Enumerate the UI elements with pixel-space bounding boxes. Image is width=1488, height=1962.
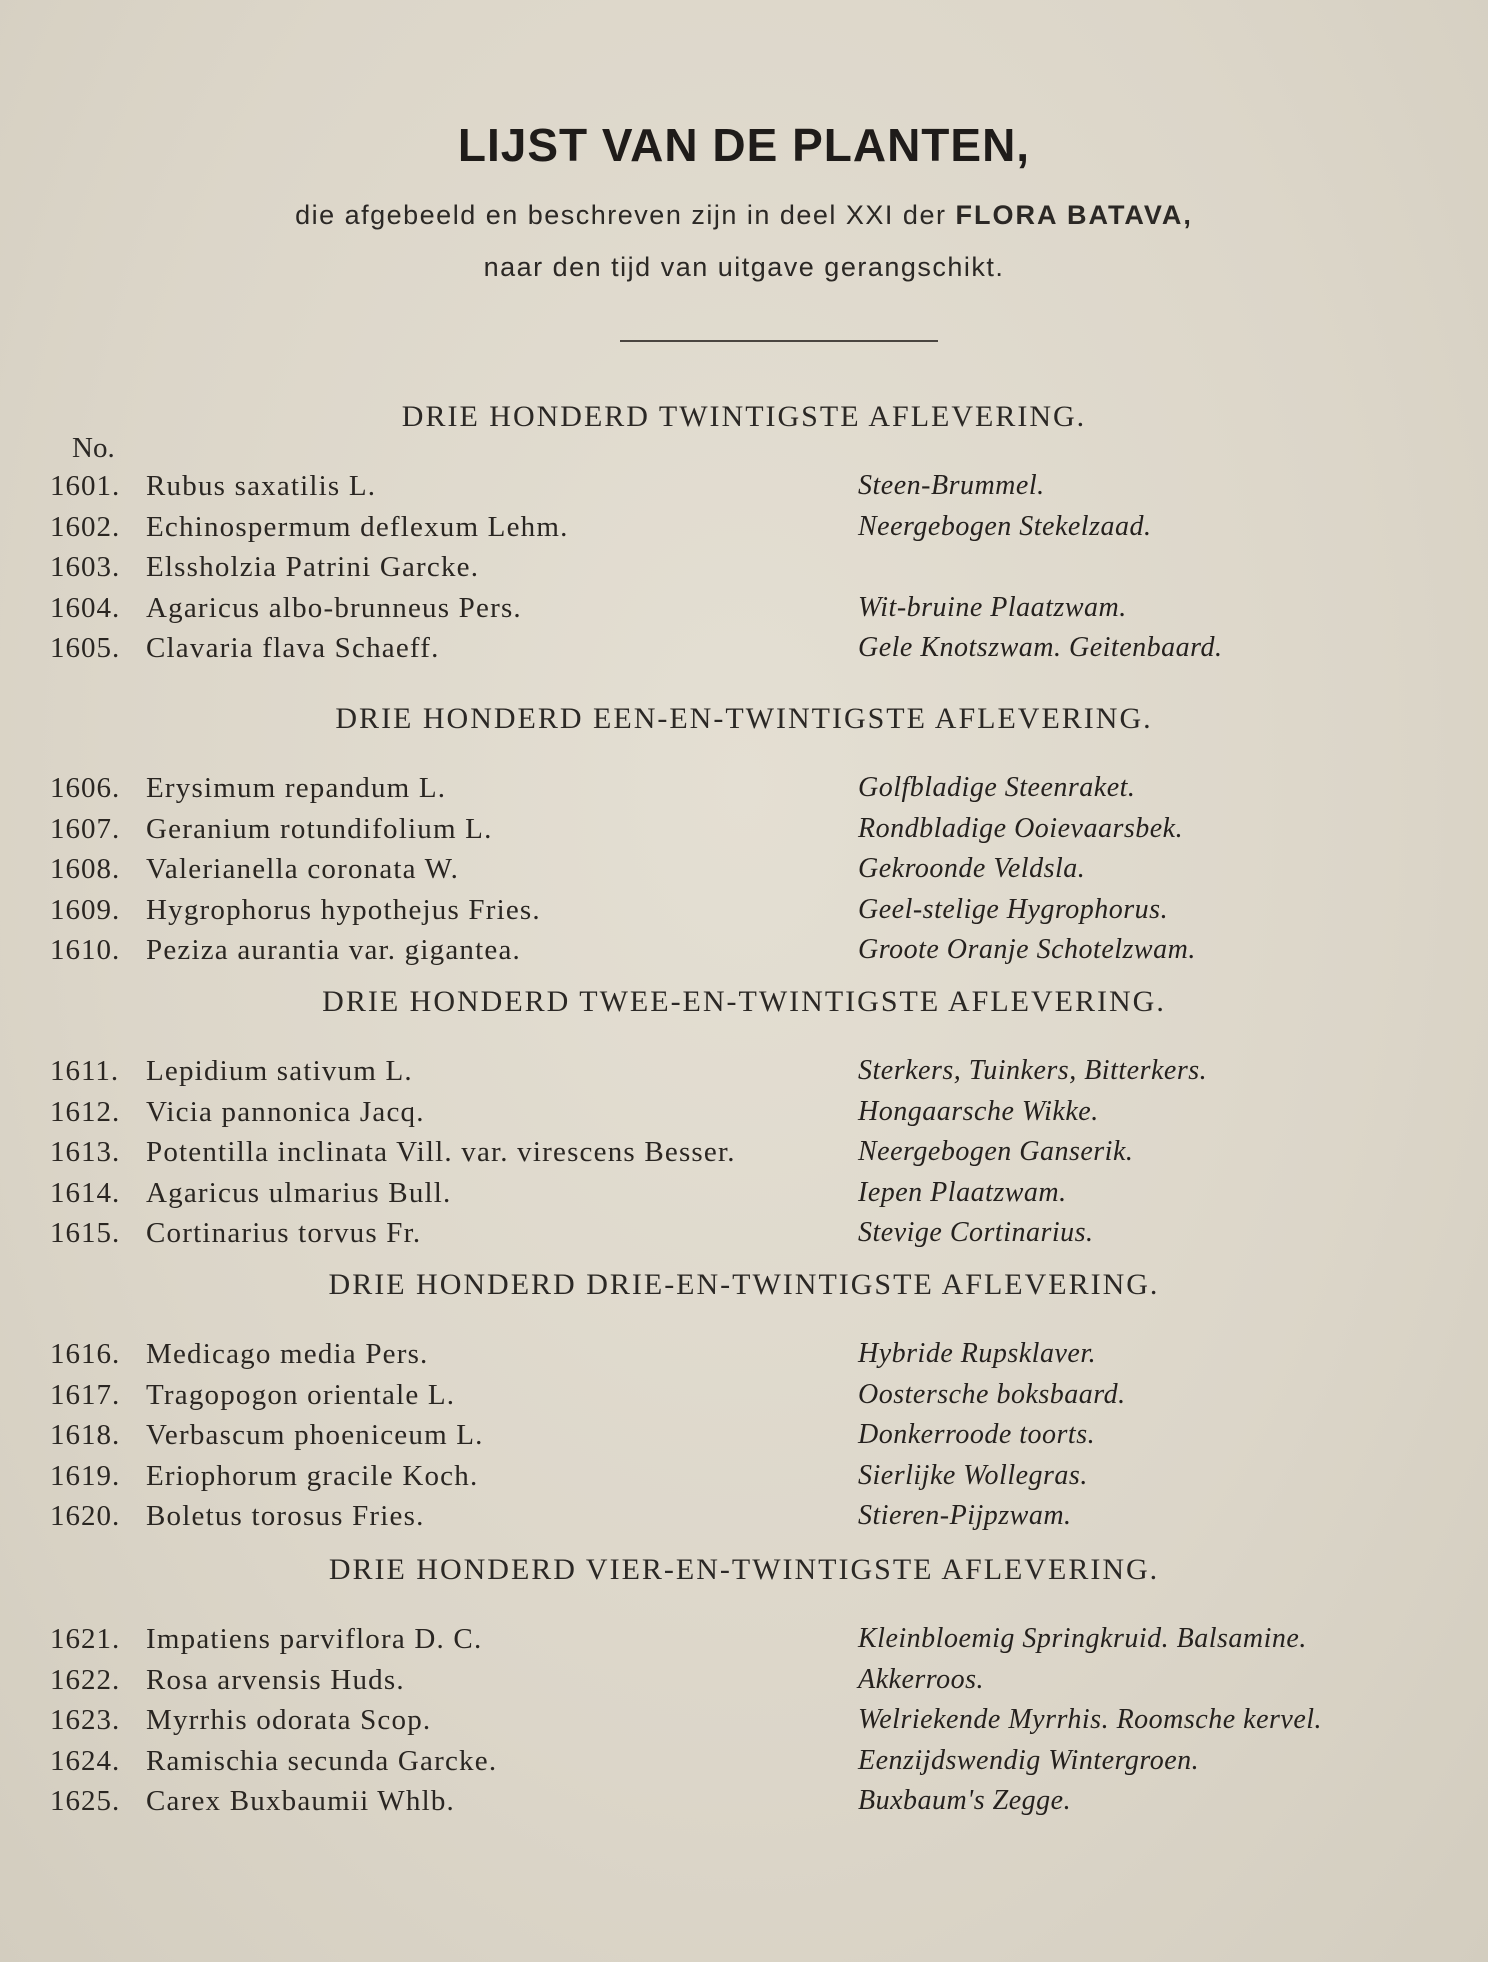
latin-name: Carex Buxbaumii Whlb. xyxy=(146,1785,455,1817)
list-item xyxy=(0,1379,1488,1419)
dutch-name: Golfbladige Steenraket. xyxy=(858,772,1136,803)
list-item xyxy=(0,772,1488,812)
dutch-name: Rondbladige Ooievaarsbek. xyxy=(858,812,1184,844)
list-item xyxy=(0,1338,1488,1378)
list-item xyxy=(0,1500,1488,1540)
dutch-name: Buxbaum's Zegge. xyxy=(858,1785,1072,1816)
latin-name: Verbascum phoeniceum L. xyxy=(146,1419,484,1451)
entry-number: 1604. xyxy=(50,591,121,624)
latin-name: Peziza aurantia var. gigantea. xyxy=(146,934,521,966)
latin-name: Hygrophorus hypothejus Fries. xyxy=(146,893,541,926)
dutch-name: Gekroonde Veldsla. xyxy=(858,853,1086,884)
list-item xyxy=(0,894,1488,934)
dutch-name: Hongaarsche Wikke. xyxy=(858,1095,1099,1127)
section-heading: DRIE HONDERD DRIE-EN-TWINTIGSTE AFLEVERING. xyxy=(328,1268,1160,1301)
latin-name: Eriophorum gracile Koch. xyxy=(146,1459,479,1492)
list-item xyxy=(0,470,1488,510)
dutch-name: Oostersche boksbaard. xyxy=(858,1378,1126,1410)
latin-name: Lepidium sativum L. xyxy=(146,1055,413,1087)
entry-number: 1610. xyxy=(50,934,121,966)
latin-name: Clavaria flava Schaeff. xyxy=(146,632,440,664)
dutch-name: Akkerroos. xyxy=(858,1663,985,1695)
latin-name: Boletus torosus Fries. xyxy=(146,1500,425,1532)
subtitle-line-2: naar den tijd van uitgave gerangschikt. xyxy=(483,252,1005,282)
entry-number: 1623. xyxy=(50,1704,121,1736)
dutch-name: Steen-Brummel. xyxy=(858,470,1045,501)
list-item xyxy=(0,1177,1488,1217)
latin-name: Tragopogon orientale L. xyxy=(146,1378,456,1411)
dutch-name: Stevige Cortinarius. xyxy=(858,1217,1094,1248)
entry-number: 1616. xyxy=(50,1338,121,1370)
section-heading: DRIE HONDERD VIER-EN-TWINTIGSTE AFLEVERING. xyxy=(328,1553,1160,1586)
entry-number: 1608. xyxy=(50,853,121,885)
entry-number: 1624. xyxy=(50,1744,121,1777)
entry-number: 1618. xyxy=(50,1419,121,1451)
entry-number: 1606. xyxy=(50,772,121,804)
number-column-label: No. xyxy=(72,432,115,464)
list-item xyxy=(0,1460,1488,1500)
title-divider xyxy=(620,340,938,342)
latin-name: Rubus saxatilis L. xyxy=(146,470,377,502)
list-item xyxy=(0,632,1488,672)
list-item xyxy=(0,1623,1488,1663)
dutch-name: Hybride Rupsklaver. xyxy=(858,1338,1097,1369)
list-item xyxy=(0,1419,1488,1459)
latin-name: Agaricus albo-brunneus Pers. xyxy=(146,591,522,624)
latin-name: Erysimum repandum L. xyxy=(146,772,447,804)
latin-name: Elssholzia Patrini Garcke. xyxy=(146,551,480,583)
entry-number: 1614. xyxy=(50,1176,121,1209)
latin-name: Medicago media Pers. xyxy=(146,1338,429,1370)
list-item xyxy=(0,934,1488,974)
dutch-name: Welriekende Myrrhis. Roomsche kervel. xyxy=(858,1704,1323,1735)
entry-number: 1612. xyxy=(50,1095,121,1128)
section-heading: DRIE HONDERD TWINTIGSTE AFLEVERING. xyxy=(401,400,1087,433)
entry-number: 1602. xyxy=(50,510,121,543)
list-item xyxy=(0,1785,1488,1825)
latin-name: Cortinarius torvus Fr. xyxy=(146,1217,422,1249)
section-heading: DRIE HONDERD TWEE-EN-TWINTIGSTE AFLEVERING. xyxy=(322,985,1166,1018)
dutch-name: Sterkers, Tuinkers, Bitterkers. xyxy=(858,1055,1208,1086)
latin-name: Vicia pannonica Jacq. xyxy=(146,1095,425,1128)
entry-number: 1613. xyxy=(50,1136,121,1168)
list-item xyxy=(0,813,1488,853)
entry-number: 1619. xyxy=(50,1459,121,1492)
list-item xyxy=(0,1664,1488,1704)
dutch-name: Eenzijdswendig Wintergroen. xyxy=(858,1744,1200,1776)
list-item xyxy=(0,853,1488,893)
dutch-name: Stieren-Pijpzwam. xyxy=(858,1500,1072,1531)
list-item xyxy=(0,1136,1488,1176)
dutch-name: Neergebogen Stekelzaad. xyxy=(858,510,1152,542)
list-item xyxy=(0,592,1488,632)
list-item xyxy=(0,1745,1488,1785)
dutch-name: Iepen Plaatzwam. xyxy=(858,1176,1067,1208)
latin-name: Myrrhis odorata Scop. xyxy=(146,1704,432,1736)
entry-number: 1621. xyxy=(50,1623,121,1655)
latin-name: Valerianella coronata W. xyxy=(146,853,460,885)
dutch-name: Sierlijke Wollegras. xyxy=(858,1459,1088,1491)
dutch-name: Donkerroode toorts. xyxy=(858,1419,1096,1450)
entry-number: 1607. xyxy=(50,812,121,845)
latin-name: Echinospermum deflexum Lehm. xyxy=(146,510,569,543)
entry-number: 1611. xyxy=(50,1055,120,1087)
dutch-name: Geel-stelige Hygrophorus. xyxy=(858,893,1169,925)
latin-name: Potentilla inclinata Vill. var. virescens Besser. xyxy=(146,1136,736,1168)
latin-name: Ramischia secunda Garcke. xyxy=(146,1744,498,1777)
section-heading: DRIE HONDERD EEN-EN-TWINTIGSTE AFLEVERING. xyxy=(335,702,1153,735)
entry-number: 1605. xyxy=(50,632,121,664)
entry-number: 1603. xyxy=(50,551,121,583)
page-title: LIJST VAN DE PLANTEN, xyxy=(457,119,1031,171)
list-item xyxy=(0,1055,1488,1095)
entry-number: 1620. xyxy=(50,1500,121,1532)
dutch-name: Kleinbloemig Springkruid. Balsamine. xyxy=(858,1623,1307,1654)
entry-number: 1609. xyxy=(50,893,121,926)
latin-name: Geranium rotundifolium L. xyxy=(146,812,493,845)
subtitle-line-1 xyxy=(0,200,1488,231)
dutch-name: Neergebogen Ganserik. xyxy=(858,1136,1134,1167)
latin-name: Rosa arvensis Huds. xyxy=(146,1663,405,1696)
list-item xyxy=(0,551,1488,591)
dutch-name: Wit-bruine Plaatzwam. xyxy=(858,591,1127,623)
list-item xyxy=(0,1096,1488,1136)
list-item xyxy=(0,1704,1488,1744)
subtitle-flora-batava: FLORA BATAVA, xyxy=(955,200,1193,230)
list-item xyxy=(0,511,1488,551)
entry-number: 1615. xyxy=(50,1217,121,1249)
entry-number: 1601. xyxy=(50,470,121,502)
entry-number: 1622. xyxy=(50,1663,121,1696)
latin-name: Impatiens parviflora D. C. xyxy=(146,1623,483,1655)
entry-number: 1625. xyxy=(50,1785,121,1817)
subtitle-text: die afgebeeld en beschreven zijn in deel XXI der xyxy=(295,200,956,230)
latin-name: Agaricus ulmarius Bull. xyxy=(146,1176,452,1209)
dutch-name: Gele Knotszwam. Geitenbaard. xyxy=(858,632,1223,663)
dutch-name: Groote Oranje Schotelzwam. xyxy=(858,934,1196,965)
list-item xyxy=(0,1217,1488,1257)
entry-number: 1617. xyxy=(50,1378,121,1411)
